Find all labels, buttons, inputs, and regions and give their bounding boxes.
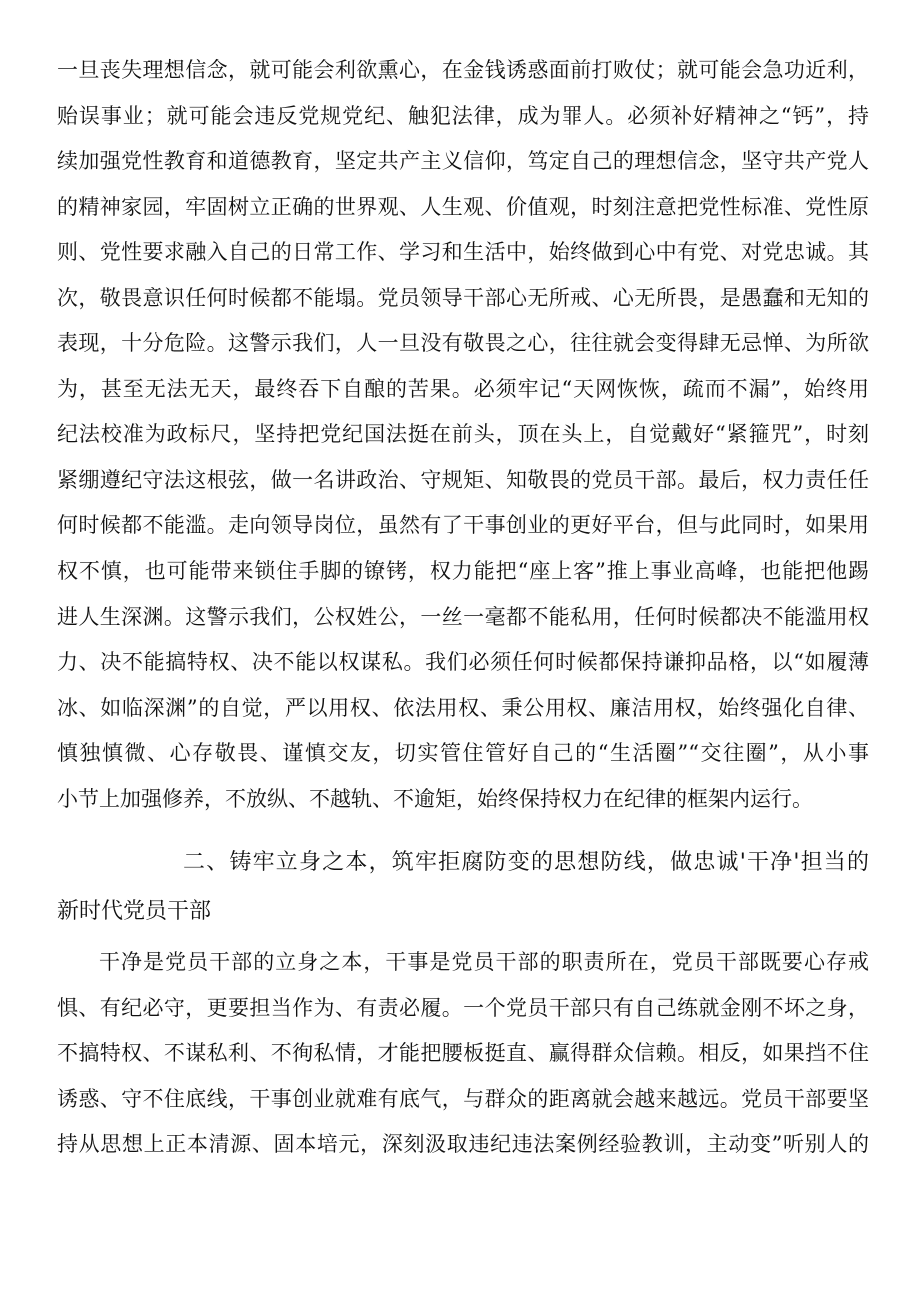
text-line: 续加强党性教育和道德教育，坚定共产主义信仰，笃定自己的理想信念，坚守共产党人 <box>57 149 869 174</box>
text-line: 表现，十分危险。这警示我们，人一旦没有敬畏之心，往往就会变得肆无忌惮、为所欲 <box>57 331 869 356</box>
section-heading <box>57 838 869 936</box>
text-line: 持从思想上正本清源、固本培元，深刻汲取违纪违法案例经验教训，主动变”听别人的 <box>57 1132 869 1157</box>
section-heading-line-2: 新时代党员干部 <box>57 899 212 925</box>
text-line: 冰、如临深渊”的自觉，严以用权、依法用权、秉公用权、廉洁用权，始终强化自律、 <box>57 695 869 720</box>
text-line: 慎独慎微、心存敬畏、谨慎交友，切实管住管好自己的“生活圈”“交往圈”，从小事 <box>57 741 869 766</box>
paragraph-2 <box>57 940 869 1168</box>
text-line: 权不慎，也可能带来锁住手脚的镣铐，权力能把“座上客”推上事业高峰，也能把他踢 <box>57 559 869 584</box>
text-line: 一旦丧失理想信念，就可能会利欲熏心，在金钱诱惑面前打败仗；就可能会急功近利， <box>57 58 869 82</box>
paragraph-1 <box>57 48 869 822</box>
text-line: 惧、有纪必守，更要担当作为、有责必履。一个党员干部只有自己练就金刚不坏之身， <box>57 995 869 1020</box>
text-line: 进人生深渊。这警示我们，公权姓公，一丝一毫都不能私用，任何时候都决不能滥用权 <box>57 604 869 629</box>
text-line: 何时候都不能滥。走向领导岗位，虽然有了干事创业的更好平台，但与此同时，如果用 <box>57 513 869 538</box>
text-line: 小节上加强修养，不放纵、不越轨、不逾矩，始终保持权力在纪律的框架内运行。 <box>57 786 813 811</box>
text-line: 诱惑、守不住底线，干事创业就难有底气，与群众的距离就会越来越远。党员干部要坚 <box>57 1086 869 1111</box>
text-line: 的精神家园，牢固树立正确的世界观、人生观、价值观，时刻注意把党性标准、党性原 <box>57 194 869 219</box>
text-line: 为，甚至无法无天，最终吞下自酿的苦果。必须牢记“天网恢恢，疏而不漏”，始终用 <box>57 376 869 401</box>
text-line: 不搞特权、不谋私利、不徇私情，才能把腰板挺直、赢得群众信赖。相反，如果挡不住 <box>57 1041 869 1066</box>
document-page <box>57 48 869 1168</box>
text-line: 次，敬畏意识任何时候都不能塌。党员领导干部心无所戒、心无所畏，是愚蠢和无知的 <box>57 285 869 310</box>
section-heading-line-1: 二、铸牢立身之本，筑牢拒腐防变的思想防线，做忠诚'干净'担当的 <box>183 850 869 876</box>
text-line: 力、决不能搞特权、决不能以权谋私。我们必须任何时候都保持谦抑品格，以“如履薄 <box>57 650 869 675</box>
text-line: 则、党性要求融入自己的日常工作、学习和生活中，始终做到心中有党、对党忠诚。其 <box>57 240 869 265</box>
text-line: 紧绷遵纪守法这根弦，做一名讲政治、守规矩、知敬畏的党员干部。最后，权力责任任 <box>57 467 869 492</box>
text-line: 贻误事业；就可能会违反党规党纪、触犯法律，成为罪人。必须补好精神之“钙”，持 <box>57 103 869 128</box>
text-line: 纪法校准为政标尺，坚持把党纪国法挺在前头，顶在头上，自觉戴好“紧箍咒”，时刻 <box>57 422 869 447</box>
text-line: 干净是党员干部的立身之本，干事是党员干部的职责所在，党员干部既要心存戒 <box>99 950 869 975</box>
